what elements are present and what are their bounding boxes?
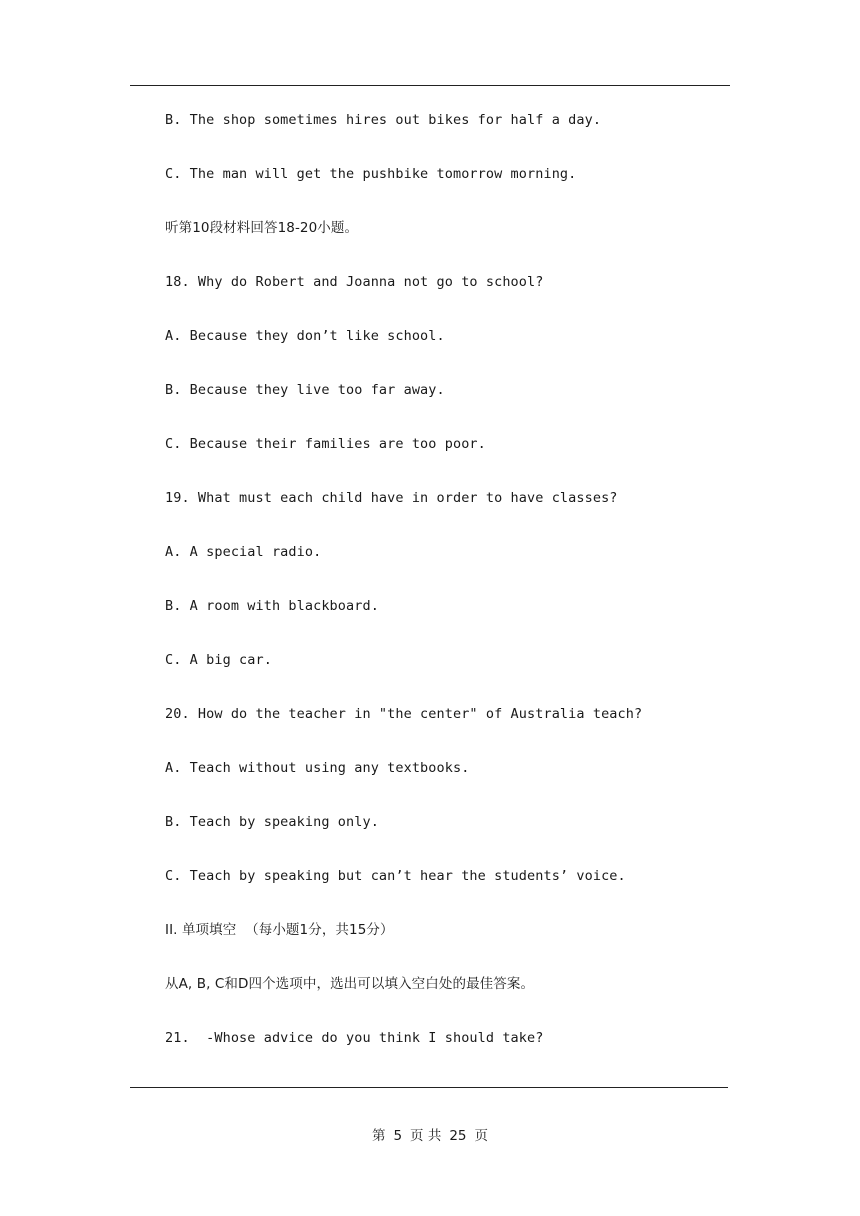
page-number: 5 — [393, 1128, 403, 1144]
document-body — [165, 108, 725, 1080]
option-18c: C. Because their families are too poor. — [165, 436, 486, 452]
question-18: 18. Why do Robert and Joanna not go to school? — [165, 274, 544, 290]
option-17b: B. The shop sometimes hires out bikes for half a day. — [165, 112, 602, 128]
section-directions: 从A, B, C和D四个选项中，选出可以填入空白处的最佳答案。 — [165, 976, 535, 992]
footer-suffix: 页 — [474, 1128, 489, 1144]
section-heading: II. 单项填空 （每小题1分，共15分） — [165, 922, 394, 938]
question-20: 20. How do the teacher in "the center" of Australia teach? — [165, 706, 643, 722]
footer-prefix: 第 — [371, 1128, 386, 1144]
option-19b: B. A room with blackboard. — [165, 598, 379, 614]
option-17c: C. The man will get the pushbike tomorrow morning. — [165, 166, 577, 182]
page-footer — [0, 1124, 860, 1144]
option-18a: A. Because they don’t like school. — [165, 328, 445, 344]
option-20c: C. Teach by speaking but can’t hear the students’ voice. — [165, 868, 626, 884]
question-21: 21. -Whose advice do you think I should take? — [165, 1030, 544, 1046]
section-instruction: 听第10段材料回答18-20小题。 — [165, 220, 359, 236]
option-19c: C. A big car. — [165, 652, 272, 668]
option-20b: B. Teach by speaking only. — [165, 814, 379, 830]
total-pages: 25 — [449, 1128, 467, 1144]
option-18b: B. Because they live too far away. — [165, 382, 445, 398]
option-19a: A. A special radio. — [165, 544, 322, 560]
question-19: 19. What must each child have in order to have classes? — [165, 490, 618, 506]
header-rule — [130, 85, 730, 86]
footer-mid: 页 共 — [410, 1128, 442, 1144]
option-20a: A. Teach without using any textbooks. — [165, 760, 470, 776]
footer-rule — [130, 1087, 728, 1088]
